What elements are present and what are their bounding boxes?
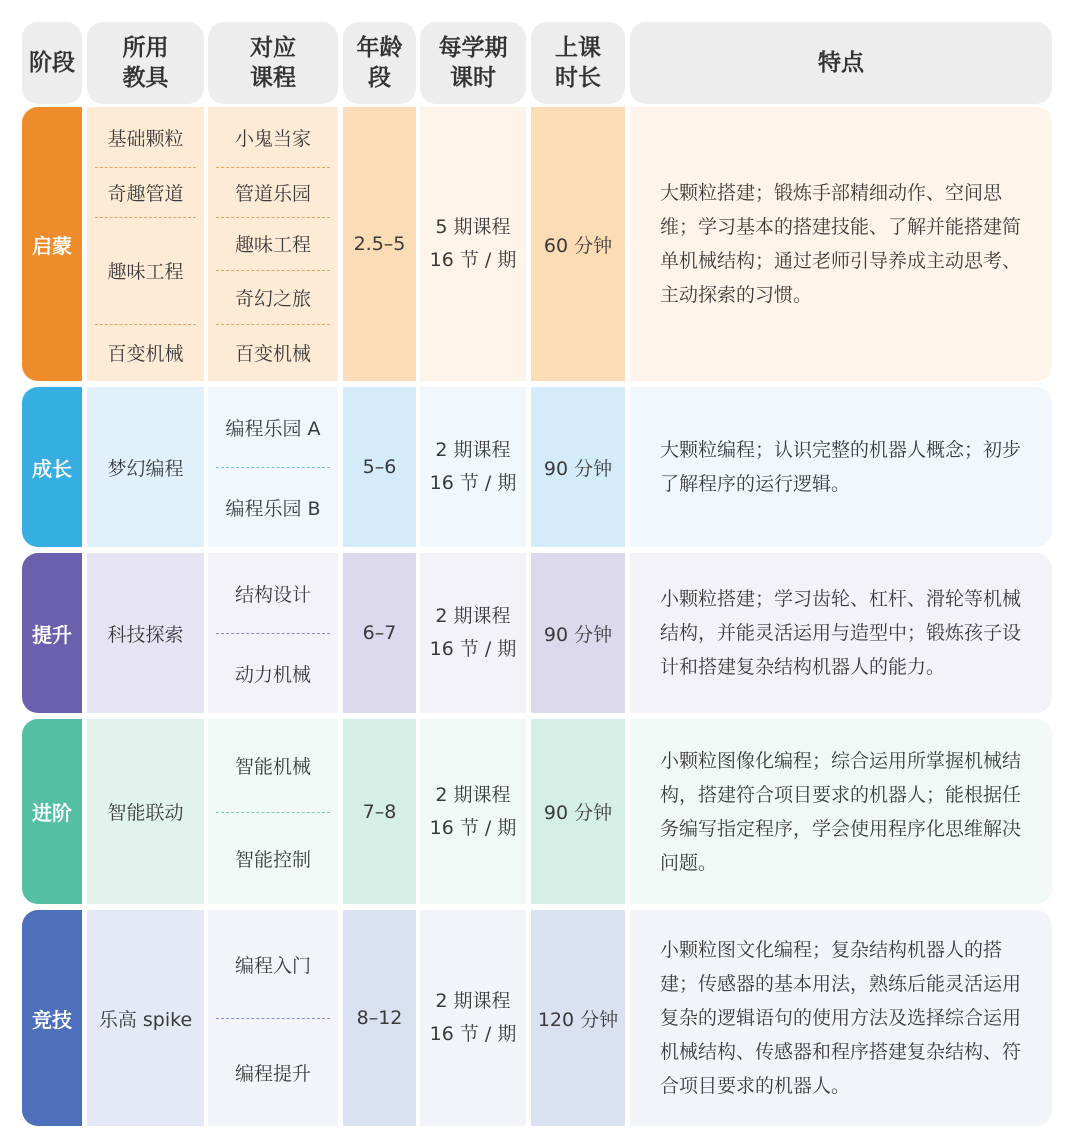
tool-item: 奇趣管道 [107, 182, 184, 205]
hours-cell: 2 期课程 16 节 / 期 [420, 553, 526, 713]
feature-cell: 小颗粒图文化编程；复杂结构机器人的搭建；传感器的基本用法，熟练后能灵活运用复杂的逻辑语句的使用方法及选择综合运用机械结构、传感器和程序搭建复杂结构、符合项目要求的机器人。 [630, 910, 1052, 1126]
feature-cell: 小颗粒搭建；学习齿轮、杠杆、滑轮等机械结构，并能灵活运用与造型中；锻炼孩子设计和搭建复杂结构机器人的能力。 [630, 553, 1052, 713]
hours-cell: 2 期课程 16 节 / 期 [420, 719, 526, 904]
duration-cell: 60 分钟 [531, 107, 625, 381]
hours-cell: 2 期课程 16 节 / 期 [420, 387, 526, 547]
age-cell: 5–6 [343, 387, 416, 547]
course-item: 智能机械 [234, 756, 311, 778]
course-item: 小鬼当家 [234, 127, 311, 150]
course-item: 百变机械 [234, 343, 311, 365]
course-item: 趣味工程 [234, 234, 311, 256]
feature-cell: 大颗粒编程；认识完整的机器人概念；初步了解程序的运行逻辑。 [630, 387, 1052, 547]
course-item: 动力机械 [234, 663, 311, 686]
course-item: 编程乐园 B [225, 497, 321, 520]
header-tool: 所用 教具 [87, 22, 204, 104]
duration-cell: 90 分钟 [531, 719, 625, 904]
course-cell [208, 387, 338, 547]
duration-cell: 90 分钟 [531, 387, 625, 547]
stage-label: 提升 [22, 553, 82, 713]
header-stage: 阶段 [22, 22, 82, 104]
course-cell [208, 910, 338, 1126]
feature-cell: 大颗粒搭建；锻炼手部精细动作、空间思维；学习基本的搭建技能、了解并能搭建简单机械结构；通过老师引导养成主动思考、主动探索的习惯。 [630, 107, 1052, 381]
course-item: 编程入门 [234, 954, 311, 977]
stage-label: 竞技 [22, 910, 82, 1126]
course-item: 编程乐园 A [225, 417, 321, 440]
stage-label: 进阶 [22, 719, 82, 904]
tool-cell: 乐高 spike [87, 910, 204, 1126]
tool-item: 百变机械 [107, 343, 184, 365]
stage-label: 成长 [22, 387, 82, 547]
course-item: 奇幻之旅 [234, 287, 311, 310]
feature-cell: 小颗粒图像化编程；综合运用所掌握机械结构，搭建符合项目要求的机器人；能根据任务编写指定程序，学会使用程序化思维解决问题。 [630, 719, 1052, 904]
tool-cell: 科技探索 [87, 553, 204, 713]
hours-cell: 5 期课程 16 节 / 期 [420, 107, 526, 381]
age-cell: 8–12 [343, 910, 416, 1126]
header-duration: 上课 时长 [531, 22, 625, 104]
duration-cell: 120 分钟 [531, 910, 625, 1126]
tool-item: 趣味工程 [107, 261, 184, 283]
tool-item: 基础颗粒 [107, 127, 184, 150]
tool-cell: 智能联动 [87, 719, 204, 904]
course-item: 智能控制 [234, 848, 311, 871]
age-cell: 6–7 [343, 553, 416, 713]
course-cell [208, 719, 338, 904]
course-cell [208, 553, 338, 713]
header-feature: 特点 [630, 22, 1052, 104]
stage-label: 启蒙 [22, 107, 82, 381]
age-cell: 2.5–5 [343, 107, 416, 381]
hours-cell: 2 期课程 16 节 / 期 [420, 910, 526, 1126]
course-item: 编程提升 [234, 1062, 311, 1085]
header-age: 年龄 段 [343, 22, 416, 104]
header-course: 对应 课程 [208, 22, 338, 104]
tool-cell [87, 107, 204, 381]
header-hours: 每学期 课时 [420, 22, 526, 104]
tool-cell: 梦幻编程 [87, 387, 204, 547]
age-cell: 7–8 [343, 719, 416, 904]
duration-cell: 90 分钟 [531, 553, 625, 713]
course-item: 管道乐园 [234, 182, 311, 205]
course-item: 结构设计 [234, 583, 311, 606]
course-cell [208, 107, 338, 381]
